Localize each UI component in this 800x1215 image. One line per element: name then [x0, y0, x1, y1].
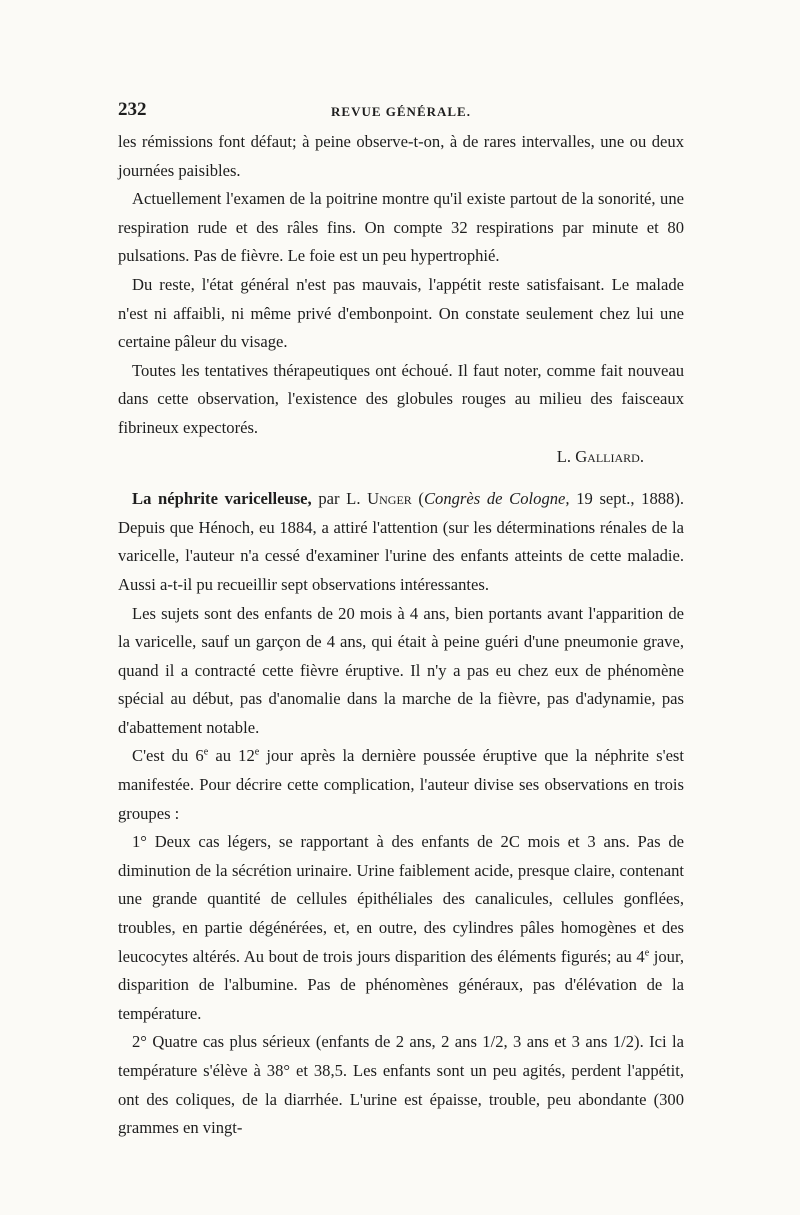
paragraph: Toutes les tentatives thérapeutiques ont échoué. Il faut noter, comme fait nouveau dans cette observation, l'existence des globules rouges au milieu des faisceaux fibrineux expectorés.: [118, 360, 684, 437]
paragraph: 2° Quatre cas plus sérieux (enfants de 2 ans, 2 ans 1/2, 3 ans et 3 ans 1/2). Ici la température s'élève à 38° et 38,5. Les enfants sont un peu agités, perdent l'appétit, ont des coliques, de la diarrhée. L'urine est épaisse, trouble, peu abondante (300 grammes en vingt-: [118, 1032, 684, 1138]
article-intro-paragraph: [118, 485, 684, 599]
source-name: Congrès de Cologne,: [423, 489, 570, 509]
paragraph: les rémissions font défaut; à peine observe-t-on, à de rares intervalles, une ou deux journées paisibles.: [118, 132, 684, 180]
paragraph-text: jour après la dernière poussée éruptive que la néphrite s'est manifestée. Pour décrire cette complication, l'auteur divise ses observations en trois groupes :: [118, 746, 685, 823]
superscript: e: [644, 947, 650, 959]
signature: L. Galliard.: [556, 446, 644, 466]
paragraph: [118, 742, 684, 828]
article-title: La néphrite varicelleuse,: [132, 489, 312, 509]
superscript: e: [254, 746, 260, 758]
superscript: e: [203, 746, 209, 758]
author-name: Unger: [367, 489, 412, 509]
paragraph: Du reste, l'état général n'est pas mauvais, l'appétit reste satisfaisant. Le malade n'est ni affaibli, ni même privé d'embonpoint. On constate seulement chez lui une certaine pâleur du visage.: [118, 274, 684, 352]
paragraph: [118, 828, 684, 1028]
document-page: [118, 98, 684, 1143]
paragraph-text: 1° Deux cas légers, se rapportant à des enfants de 2C mois et 3 ans. Pas de diminution de la sécrétion urinaire. Urine faiblement acide, presque claire, contenant une grande quantité de cellules épithéliales des canalicules, cellules gonflées, troubles, en partie dégénérées, et, en outre, des cylindres pâles homogènes et des leucocytes altérés. Au bout de trois jours disparition des éléments figurés; au 4: [118, 832, 684, 966]
paragraph-text: 19 sept., 1888). Depuis que Hénoch, eu 1884, a attiré l'attention (sur les déterminations rénales de la varicelle, l'auteur n'a cessé d'examiner l'urine des enfants atteints de cette maladie. Aussi a-t-il pu recueillir sept observations intéressantes.: [118, 489, 685, 594]
paragraph-text: jour, disparition de l'albumine. Pas de phénomènes généraux, pas d'élévation de la température.: [118, 946, 684, 1023]
paragraph-text: C'est du 6: [132, 746, 204, 766]
paragraph: Actuellement l'examen de la poitrine montre qu'il existe partout de la sonorité, une respiration rude et des râles fins. On compte 32 respirations par minute et 80 pulsations. Pas de fièvre. Le foie est un peu hypertrophié.: [118, 189, 684, 266]
page-number: 232: [118, 99, 147, 120]
paragraph-text: au 12: [208, 746, 255, 766]
running-head: REVUE GÉNÉRALE.: [331, 104, 471, 119]
source-open: (: [411, 489, 424, 509]
paragraph: Les sujets sont des enfants de 20 mois à 4 ans, bien portants avant l'apparition de la varicelle, sauf un garçon de 4 ans, qui était à peine guéri d'une pneumonie grave, quand il a contracté cette fièvre éruptive. Il n'y a pas eu chez eux de phénomène spécial au début, pas d'anomalie dans la marche de la fièvre, pas d'adynamie, pas d'abattement notable.: [118, 603, 684, 737]
page-header: [118, 98, 684, 128]
byline-text: par L.: [311, 489, 368, 509]
